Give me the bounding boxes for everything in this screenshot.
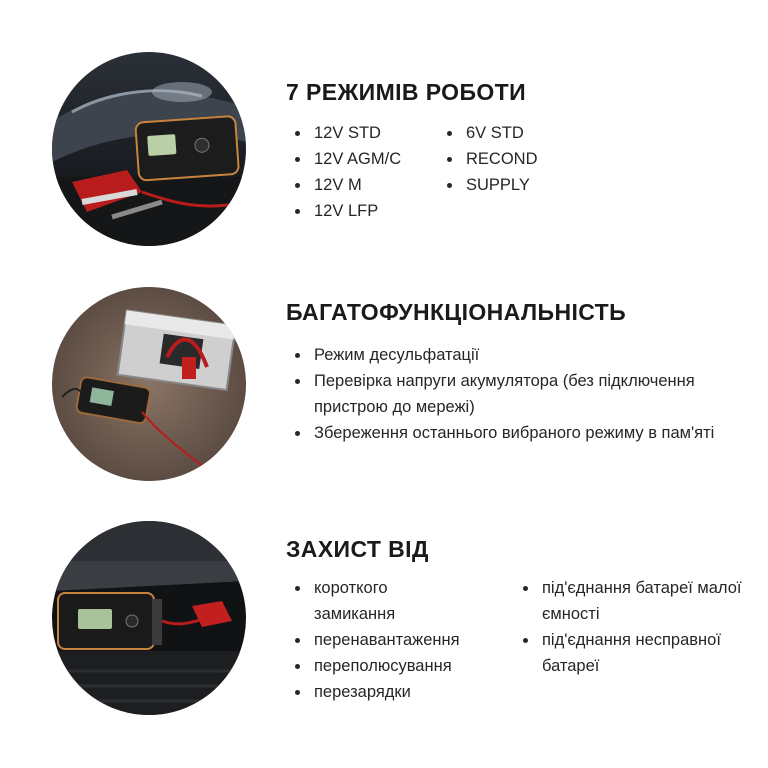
protection-list-left — [286, 575, 514, 705]
list-item: 12V STD — [286, 120, 438, 146]
list-item: перезарядки — [286, 679, 514, 705]
list-item: 12V AGM/C — [286, 146, 438, 172]
modes-title: 7 РЕЖИМІВ РОБОТИ — [286, 79, 527, 105]
multifunction-title: БАГАТОФУНКЦІОНАЛЬНІСТЬ — [286, 299, 627, 325]
list-item: 12V LFP — [286, 198, 438, 224]
list-item: під'єднання несправної батареї — [514, 627, 742, 679]
engine-bay-image — [52, 521, 246, 715]
charger-with-battery-image — [52, 287, 246, 481]
modes-list-right — [438, 120, 538, 224]
protection-section — [286, 535, 742, 705]
list-item: Збереження останнього вибраного режиму в пам'яті — [286, 420, 744, 446]
multifunction-section — [286, 298, 744, 446]
list-item: короткого замикання — [286, 575, 444, 627]
multifunction-list — [286, 342, 744, 446]
list-item: переполюсування — [286, 653, 514, 679]
protection-title: ЗАХИСТ ВІД — [286, 536, 429, 562]
modes-list-left — [286, 120, 438, 224]
list-item: під'єднання батареї малої ємності — [514, 575, 742, 627]
list-item: Режим десульфатації — [286, 342, 744, 368]
photo-charger-on-car — [52, 52, 246, 246]
list-item: перенавантаження — [286, 627, 514, 653]
list-item: 6V STD — [438, 120, 538, 146]
photo-engine-bay — [52, 521, 246, 715]
list-item: SUPPLY — [438, 172, 538, 198]
list-item: Перевірка напруги акумулятора (без підключення пристрою до мережі) — [286, 368, 744, 420]
modes-section — [286, 78, 538, 224]
protection-list-right — [514, 575, 742, 705]
charger-on-car-image — [52, 52, 246, 246]
list-item: RECOND — [438, 146, 538, 172]
list-item: 12V M — [286, 172, 438, 198]
photo-charger-with-battery — [52, 287, 246, 481]
